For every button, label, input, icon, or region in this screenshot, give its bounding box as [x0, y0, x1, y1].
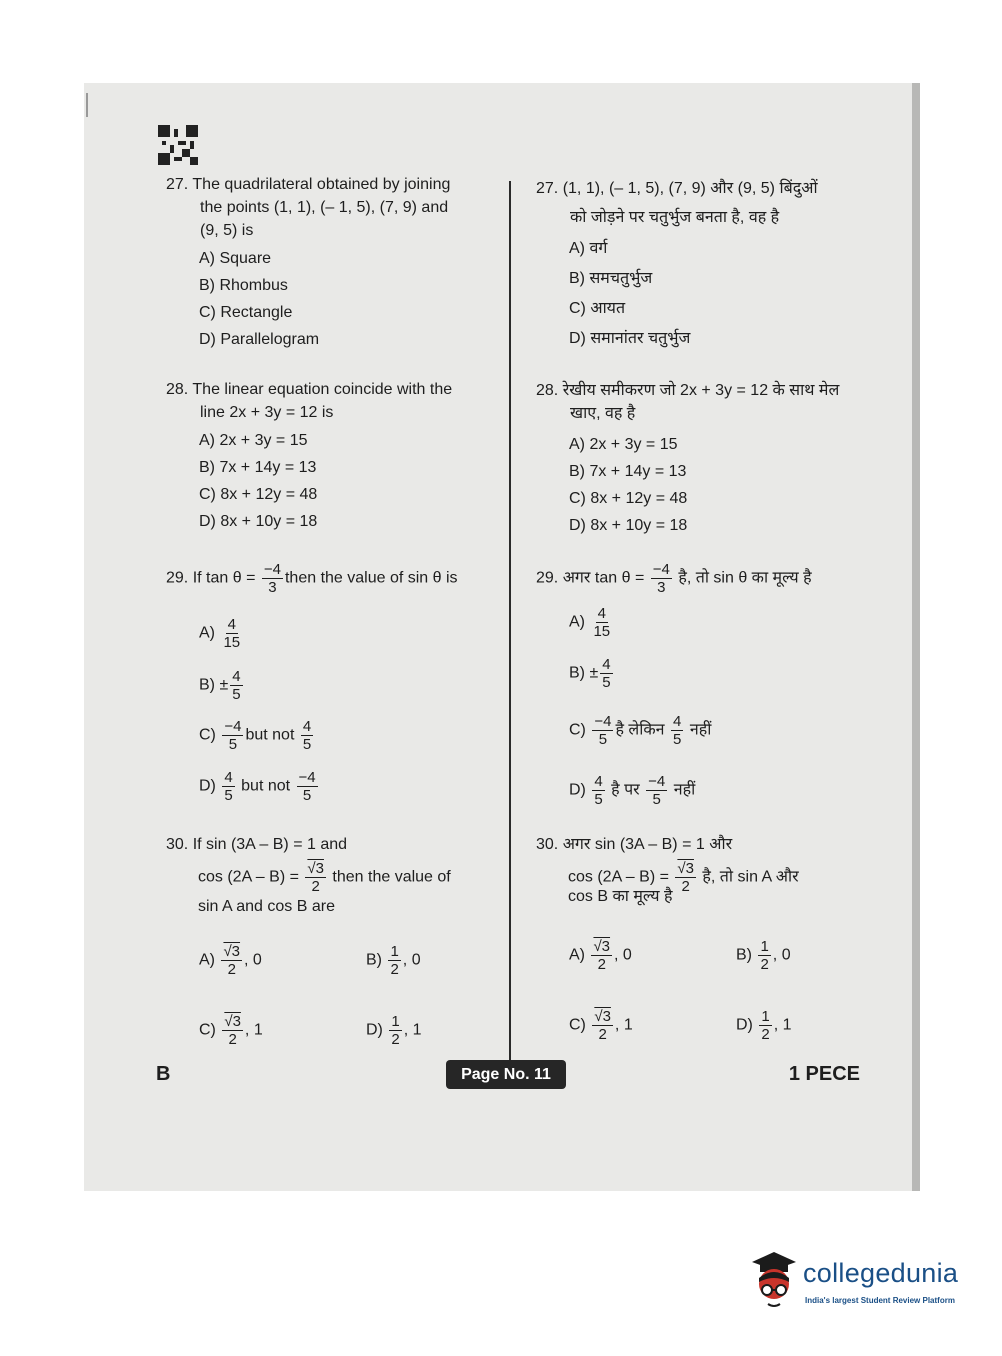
- q30-en-option-d[interactable]: [366, 1013, 421, 1048]
- q30-en-a-den: 2: [227, 961, 236, 978]
- q30-hi-a-label: A): [569, 946, 585, 964]
- q29-en-c-frac1: [222, 718, 243, 753]
- q30-en-a-val: , 0: [244, 951, 262, 969]
- q30-hi-l2-pre: cos (2A – B) =: [568, 868, 669, 886]
- q30-en-l2-post: then the value of: [332, 868, 451, 886]
- q30-hi-c-frac: [592, 1008, 613, 1043]
- q29-hi-c-end: नहीं: [689, 721, 712, 739]
- q30-hi-b-label: B): [736, 946, 752, 964]
- q30-en-option-c[interactable]: [199, 1013, 263, 1048]
- q27-hi-line2: को जोड़ने पर चतुर्भुज बनता है, वह है: [570, 209, 780, 226]
- q30-en-l2-num: √3: [307, 860, 324, 877]
- q29-en-a-frac: [221, 616, 242, 651]
- q29-en-c-label: C): [199, 726, 216, 744]
- collegedunia-logo[interactable]: [748, 1248, 978, 1314]
- q29-hi-option-a[interactable]: [569, 605, 614, 640]
- q29-en-d-frac2: [297, 769, 318, 804]
- set-code: B: [156, 1063, 171, 1085]
- q28-hi-num: 28.: [536, 382, 559, 399]
- q30-hi-c-den: 2: [598, 1026, 607, 1043]
- q30-en-d-den: 2: [391, 1031, 400, 1048]
- q30-hi-l2-den: 2: [681, 878, 690, 895]
- q28-hi-option-c[interactable]: C) 8x + 12y = 48: [569, 490, 688, 507]
- q30-en-a-num: √3: [223, 943, 241, 960]
- q28-hi-line1: रेखीय समीकरण जो 2x + 3y = 12 के साथ मेल: [562, 382, 840, 399]
- q28-en-stem: [166, 378, 506, 424]
- q29-en-a-num: 4: [227, 616, 236, 633]
- q29-en-option-a[interactable]: [199, 616, 244, 651]
- q29-en-c-num2: 4: [302, 718, 312, 735]
- q29-en-stem: [166, 561, 458, 596]
- q30-hi-b-frac: [758, 938, 770, 973]
- q29-hi-frac-num: −4: [652, 561, 670, 578]
- q29-en-fraction: [262, 561, 283, 596]
- q30-en-line3: sin A and cos B are: [198, 898, 335, 915]
- q29-en-c-mid: but not: [245, 726, 295, 744]
- q27-en-option-a[interactable]: A) Square: [199, 250, 272, 267]
- q30-en-c-val: , 1: [244, 1021, 263, 1039]
- q29-en-b-label: B): [199, 676, 215, 694]
- q28-en-option-b[interactable]: B) 7x + 14y = 13: [199, 459, 317, 476]
- q29-hi-d-frac2: [646, 773, 667, 808]
- q30-en-d-frac: [389, 1013, 401, 1048]
- q27-hi-line1: (1, 1), (– 1, 5), (7, 9) और (9, 5) बिंदुओं: [562, 180, 818, 197]
- q29-hi-c-frac2: [671, 713, 683, 748]
- q30-en-option-b[interactable]: [366, 943, 421, 978]
- q30-hi-line3: cos B का मूल्य है: [568, 888, 673, 905]
- q29-hi-stem: [536, 561, 812, 596]
- q29-en-c-den2: 5: [302, 736, 312, 753]
- q29-en-d-mid: but not: [241, 777, 291, 795]
- q29-hi-option-c[interactable]: [569, 713, 711, 748]
- q29-hi-d-num2: −4: [648, 773, 666, 790]
- q30-en-l2-frac: [305, 860, 326, 895]
- brand-name: collegedunia: [803, 1258, 959, 1288]
- q30-hi-c-label: C): [569, 1016, 586, 1034]
- q29-en-option-d[interactable]: [199, 769, 320, 804]
- q28-en-line2: line 2x + 3y = 12 is: [200, 404, 334, 421]
- q27-hi-option-d[interactable]: D) समानांतर चतुर्भुज: [569, 330, 691, 347]
- q29-hi-frac-den: 3: [657, 579, 666, 596]
- q29-hi-d-end: नहीं: [673, 781, 696, 799]
- q29-hi-a-den: 15: [593, 623, 611, 640]
- q30-en-b-val: , 0: [402, 951, 421, 969]
- q28-hi-option-b[interactable]: B) 7x + 14y = 13: [569, 463, 687, 480]
- q29-hi-a-frac: [591, 605, 612, 640]
- q29-hi-option-d[interactable]: [569, 773, 695, 808]
- q29-en-option-b[interactable]: [199, 668, 245, 703]
- q29-en-frac-num: −4: [263, 561, 281, 578]
- q29-en-post: then the value of sin θ is: [284, 569, 458, 587]
- q30-en-b-label: B): [366, 951, 382, 969]
- qr-code-icon: [158, 125, 198, 165]
- q27-hi-stem: [536, 177, 876, 229]
- q28-en-line1: The linear equation coincide with the: [192, 381, 453, 398]
- q30-en-a-frac: [221, 943, 242, 978]
- q29-hi-fraction: [651, 561, 672, 596]
- q27-en-line1: The quadrilateral obtained by joining: [192, 176, 451, 193]
- q30-hi-option-a[interactable]: [569, 938, 632, 973]
- q29-hi-d-mid: है पर: [611, 781, 640, 799]
- q30-hi-d-den: 2: [761, 1026, 770, 1043]
- q29-en-b-frac: [230, 668, 242, 703]
- q28-hi-stem: [536, 379, 876, 425]
- q30-hi-num: 30.: [536, 836, 559, 853]
- q30-hi-option-c[interactable]: [569, 1008, 633, 1043]
- q29-hi-c-num1: −4: [594, 713, 612, 730]
- q29-en-d-num2: −4: [298, 769, 316, 786]
- q30-hi-a-frac: [591, 938, 612, 973]
- q29-hi-d-den1: 5: [594, 791, 603, 808]
- q29-en-d-den1: 5: [224, 787, 233, 804]
- q27-en-num: 27.: [166, 176, 189, 193]
- q29-en-c-num1: −4: [224, 718, 242, 735]
- q30-en-c-num: √3: [224, 1013, 241, 1030]
- q30-hi-a-val: , 0: [614, 946, 632, 964]
- q29-hi-pre: अगर tan θ =: [562, 569, 645, 587]
- q29-en-num: 29.: [166, 569, 189, 587]
- q30-hi-option-b[interactable]: [736, 938, 791, 973]
- q30-hi-option-d[interactable]: [736, 1008, 791, 1043]
- q30-en-a-label: A): [199, 951, 215, 969]
- q30-hi-c-val: , 1: [614, 1016, 633, 1034]
- q29-hi-a-label: A): [569, 613, 585, 631]
- q30-hi-l2-frac: [675, 860, 696, 895]
- q30-en-b-den: 2: [390, 961, 399, 978]
- q29-en-b-den: 5: [232, 686, 241, 703]
- q29-hi-post: है, तो sin θ का मूल्य है: [678, 569, 812, 587]
- q29-hi-b-frac: [600, 656, 612, 691]
- q29-en-a-den: 15: [223, 634, 241, 651]
- mascot-icon: [748, 1248, 800, 1314]
- q30-en-c-frac: [222, 1013, 243, 1048]
- q28-hi-option-d[interactable]: D) 8x + 10y = 18: [569, 517, 688, 534]
- q27-en-line3: (9, 5) is: [200, 222, 254, 239]
- q30-en-line1: If sin (3A – B) = 1 and: [192, 836, 348, 853]
- q29-en-option-c[interactable]: [199, 718, 315, 753]
- page-number-badge: Page No. 11: [446, 1060, 566, 1089]
- q29-hi-d-frac1: [592, 773, 604, 808]
- q29-en-d-label: D): [199, 777, 216, 795]
- q29-en-c-frac2: [301, 718, 313, 753]
- q29-en-c-den1: 5: [228, 736, 238, 753]
- q29-hi-c-den2: 5: [673, 731, 682, 748]
- q29-hi-b-num: 4: [602, 656, 611, 673]
- q28-en-option-d[interactable]: D) 8x + 10y = 18: [199, 513, 318, 530]
- q29-en-d-num1: 4: [224, 769, 233, 786]
- q29-hi-a-num: 4: [597, 605, 606, 622]
- q29-hi-c-num2: 4: [673, 713, 682, 730]
- q30-en-l2-pre: cos (2A – B) =: [198, 868, 299, 886]
- q27-hi-num: 27.: [536, 180, 559, 197]
- q27-hi-option-b[interactable]: B) समचतुर्भुज: [569, 270, 653, 287]
- q30-hi-b-val: , 0: [772, 946, 791, 964]
- q29-hi-d-num1: 4: [594, 773, 603, 790]
- q30-hi-d-label: D): [736, 1016, 753, 1034]
- q30-en-num: 30.: [166, 836, 189, 853]
- q30-en-d-label: D): [366, 1021, 383, 1039]
- q30-en-stem: [166, 833, 506, 918]
- q29-en-a-label: A): [199, 624, 215, 642]
- q29-hi-c-label: C): [569, 721, 586, 739]
- q27-hi-option-a[interactable]: A) वर्ग: [569, 240, 608, 257]
- q29-hi-option-b[interactable]: [569, 656, 615, 691]
- q27-hi-option-c[interactable]: C) आयत: [569, 300, 626, 317]
- scanned-page: [84, 83, 920, 1191]
- q30-hi-d-num: 1: [761, 1008, 770, 1025]
- q29-en-pre: If tan θ =: [192, 569, 256, 587]
- q28-hi-option-a[interactable]: A) 2x + 3y = 15: [569, 436, 678, 453]
- q29-hi-b-label: B): [569, 664, 585, 682]
- q29-hi-d-den2: 5: [652, 791, 661, 808]
- q29-en-frac-den: 3: [268, 579, 277, 596]
- q29-hi-c-den1: 5: [598, 731, 608, 748]
- q30-en-d-val: , 1: [403, 1021, 422, 1039]
- q30-hi-d-val: , 1: [773, 1016, 792, 1034]
- column-divider: [509, 181, 511, 1061]
- q30-en-b-frac: [388, 943, 400, 978]
- q30-hi-a-num: √3: [593, 938, 611, 955]
- q28-en-option-a[interactable]: A) 2x + 3y = 15: [199, 432, 308, 449]
- q30-hi-a-den: 2: [597, 956, 606, 973]
- q29-hi-num: 29.: [536, 569, 559, 587]
- q27-en-option-b[interactable]: B) Rhombus: [199, 277, 288, 294]
- q30-hi-l2-num: √3: [677, 860, 694, 877]
- q27-en-line2: the points (1, 1), (– 1, 5), (7, 9) and: [200, 199, 449, 216]
- q29-hi-c-frac1: [592, 713, 613, 748]
- q29-en-d-den2: 5: [302, 787, 312, 804]
- q29-en-b-num: 4: [232, 668, 241, 685]
- q28-hi-line2: खाए, वह है: [570, 405, 636, 422]
- q30-en-option-a[interactable]: [199, 943, 262, 978]
- q28-en-num: 28.: [166, 381, 189, 398]
- q30-hi-b-den: 2: [760, 956, 769, 973]
- q30-en-l2-den: 2: [311, 878, 320, 895]
- brand-tagline: India's largest Student Review Platform: [805, 1296, 955, 1305]
- q29-hi-b-den: 5: [602, 674, 611, 691]
- q29-en-b-pm: ±: [219, 676, 229, 694]
- paper-code: 1 PECE: [788, 1063, 860, 1085]
- q27-en-option-d[interactable]: D) Parallelogram: [199, 331, 320, 348]
- q30-en-d-num: 1: [391, 1013, 400, 1030]
- q30-hi-line1: अगर sin (3A – B) = 1 और: [562, 836, 733, 853]
- q28-en-option-c[interactable]: C) 8x + 12y = 48: [199, 486, 318, 503]
- q30-hi-b-num: 1: [760, 938, 769, 955]
- q27-en-option-c[interactable]: C) Rectangle: [199, 304, 293, 321]
- q29-hi-d-label: D): [569, 781, 586, 799]
- q30-en-b-num: 1: [390, 943, 399, 960]
- q30-en-c-den: 2: [228, 1031, 237, 1048]
- q27-en-stem: [166, 173, 496, 242]
- q30-hi-d-frac: [759, 1008, 771, 1043]
- q30-hi-stem: [536, 833, 876, 908]
- q29-en-d-frac1: [222, 769, 234, 804]
- q29-hi-c-mid: है लेकिन: [615, 721, 665, 739]
- q29-hi-b-pm: ±: [589, 664, 599, 682]
- q30-hi-l2-post: है, तो sin A और: [702, 868, 799, 886]
- q30-en-c-label: C): [199, 1021, 216, 1039]
- q30-hi-c-num: √3: [594, 1008, 611, 1025]
- margin-mark: [86, 93, 88, 117]
